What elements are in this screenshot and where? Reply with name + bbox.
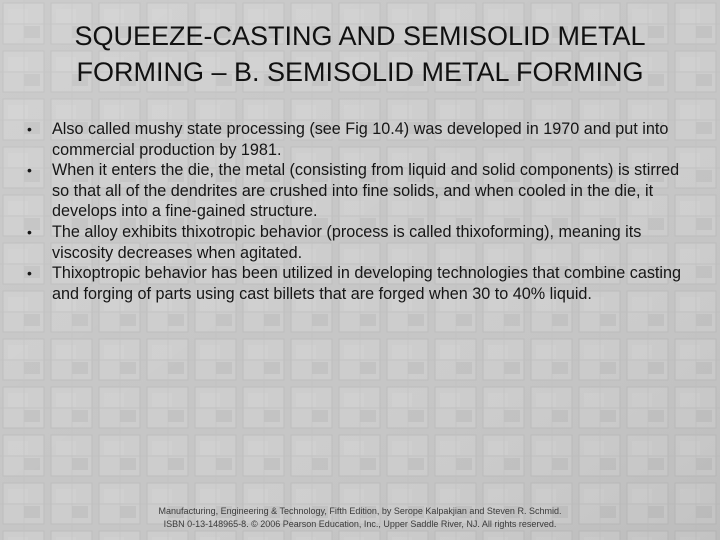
bullet-text: Thixoptropic behavior has been utilized in developing technologies that combine casting and forging of parts using cast billets that are forged when 30 to 40% liquid. <box>52 264 682 303</box>
bullet-marker: • <box>27 223 32 240</box>
bullet-text: The alloy exhibits thixotropic behavior (process is called thixoforming), meaning its viscosity decreases when agitated. <box>52 222 642 262</box>
slide-footer <box>40 505 680 531</box>
slide-title <box>20 18 700 90</box>
title-line: FORMING – B. SEMISOLID METAL FORMING <box>76 57 644 87</box>
bullet-item <box>24 160 694 222</box>
bullet-marker: • <box>27 265 32 282</box>
title-line: SQUEEZE-CASTING AND SEMISOLID METAL <box>74 21 646 51</box>
bullet-item <box>24 119 694 160</box>
bullet-item <box>24 263 694 304</box>
bullet-marker: • <box>27 121 32 137</box>
bullet-text: When it enters the die, the metal (consisting from liquid and solid components) is stirred so that all of the dendrites are crushed into fine solids, and when cooled in the die, it develops into a fine-gained structure. <box>52 161 680 221</box>
bullet-text: Also called mushy state processing (see Fig 10.4) was developed in 1970 and put into commercial production by 1981. <box>52 120 669 159</box>
bullet-item <box>24 222 694 263</box>
bullet-marker: • <box>27 162 32 179</box>
footer-citation: Manufacturing, Engineering & Technology, Fifth Edition, by Serope Kalpakjian and Steven R. Schmid. <box>158 506 562 516</box>
bullet-list <box>24 119 694 304</box>
footer-copyright: ISBN 0-13-148965-8. © 2006 Pearson Education, Inc., Upper Saddle River, NJ. All rights reserved. <box>163 519 557 529</box>
